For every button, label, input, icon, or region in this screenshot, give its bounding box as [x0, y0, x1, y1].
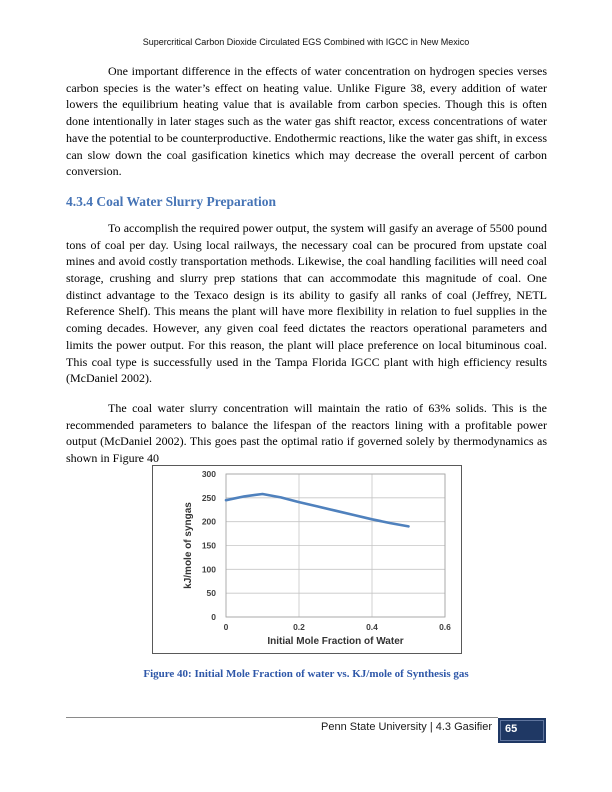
svg-text:150: 150	[201, 540, 216, 551]
svg-text:300: 300	[201, 469, 216, 479]
svg-text:0.6: 0.6	[439, 622, 451, 632]
svg-text:0.2: 0.2	[293, 622, 305, 632]
svg-text:250: 250	[201, 492, 216, 503]
page-header: Supercritical Carbon Dioxide Circulated EGS Combined with IGCC in New Mexico	[142, 37, 470, 47]
footer-text: Penn State University | 4.3 Gasifier	[321, 721, 492, 733]
y-axis-title: kJ/mole of syngas	[183, 502, 194, 589]
paragraph-3: The coal water slurry concentration will maintain the ratio of 63% solids. This is the recommended parameters to balance the lifespan of the reactors lining with a profitable power output (McDaniel 2002). This goes past the optimal ratio if governed solely by thermodynamics as shown in Figure 40	[66, 400, 547, 466]
y-axis-tick-labels	[202, 469, 216, 622]
x-axis-tick-labels	[224, 622, 452, 632]
paragraph-2: To accomplish the required power output, the system will gasify an average of 5500 pound tons of coal per day. Using local railways, the necessary coal can be procured from upstate coal mines and avoid costly transportation methods. Likewise, the coal handling facilities will need coal storage, crushing and slurry prep stations that can accommodate this magnitude of coal. One distinct advantage to the Texaco design is its ability to gasify all ranks of coal (Jeffrey, NETL Reference Shelf). This means the plant will have more flexibility in relation to fuel supplies in the coming decades. However, any given coal feed dictates the reactors operational parameters and limits the power output. For this reason, the plant will place preference on local bituminous coal. This coal type is successfully used in the Tampa Florida IGCC plant with high efficiency results (McDaniel 2002).	[66, 220, 547, 386]
svg-text:200: 200	[201, 516, 216, 527]
figure-caption: Figure 40: Initial Mole Fraction of water vs. KJ/mole of Synthesis gas	[143, 668, 469, 680]
figure-40-chart	[152, 465, 462, 654]
svg-text:0: 0	[211, 612, 216, 622]
svg-text:100: 100	[201, 564, 216, 575]
page-number: 65	[505, 723, 518, 735]
chart-svg	[153, 466, 461, 653]
section-heading: 4.3.4 Coal Water Slurry Preparation	[66, 193, 276, 209]
x-axis-title: Initial Mole Fraction of Water	[267, 636, 404, 647]
svg-text:0: 0	[223, 622, 229, 632]
page-number-badge	[498, 718, 546, 743]
paragraph-1: One important difference in the effects of water concentration on hydrogen species verses carbon species is the water’s effect on heating value. Unlike Figure 38, every addition of water lowers the equilibrium heating value that is available from carbon species. Though this is often done intentionally in later stages such as the water gas shift reactor, excess concentrations of water have the potential to be counterproductive. Endothermic reactions, like the water gas shift, in excess can slow down the coal gasification kinetics which may decrease the overall percent of carbon conversion.	[66, 64, 547, 179]
footer-divider	[66, 717, 498, 718]
body-text	[66, 63, 547, 480]
svg-text:50: 50	[206, 588, 216, 599]
svg-text:0.4: 0.4	[366, 622, 378, 632]
